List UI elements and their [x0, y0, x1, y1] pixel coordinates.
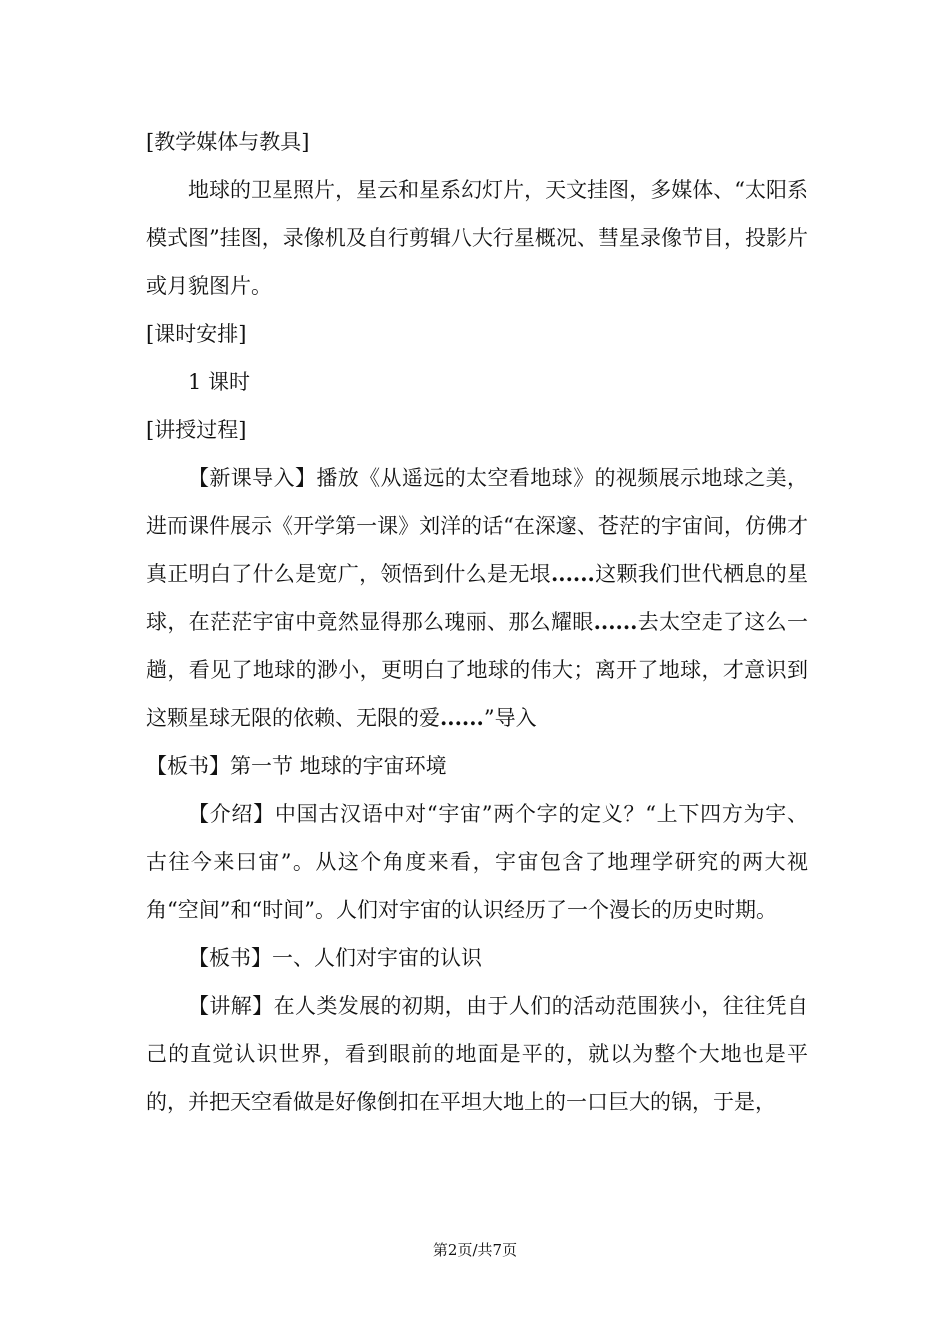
board-heading-2: 【板书】一、人们对宇宙的认识	[188, 946, 482, 970]
intro-ellipsis-3: ......	[440, 705, 484, 730]
intro-text-4: ”导入	[483, 706, 537, 730]
section-heading-process: [讲授过程]	[146, 418, 247, 442]
intro-ellipsis-1: ......	[550, 561, 595, 586]
explain-paragraph: 【讲解】在人类发展的初期，由于人们的活动范围狭小，往往凭自己的直觉认识世界，看到眼前的地面是平的，就以为整个大地也是平的，并把天空看做是好像倒扣在平坦大地上的一口巨大的锅，于是，	[146, 994, 808, 1114]
board-heading-1: 【板书】第一节 地球的宇宙环境	[146, 754, 447, 778]
introduce-paragraph: 【介绍】中国古汉语中对“宇宙”两个字的定义？“上下四方为宇、古往今来曰宙”。从这个角度来看，宇宙包含了地理学研究的两大视角“空间”和“时间”。人们对宇宙的认识经历了一个漫长的历史时期。	[146, 802, 808, 922]
section-heading-media: [教学媒体与教具]	[146, 130, 310, 154]
schedule-paragraph: 1 课时	[188, 370, 251, 394]
page-number-footer: 第2页/共7页	[432, 1241, 518, 1259]
intro-paragraph	[146, 454, 808, 742]
intro-text-3: 去太空走了这么一趟，看见了地球的渺小，更明白了地球的伟大；离开了地球，才意识到这颗星球无限的依赖、无限的爱	[146, 610, 809, 730]
intro-text-2: 这颗我们世代栖息的星球，在茫茫宇宙中竟然显得那么瑰丽、那么耀眼	[146, 562, 809, 634]
document-body	[146, 118, 808, 1126]
media-paragraph: 地球的卫星照片，星云和星系幻灯片，天文挂图，多媒体、“太阳系模式图”挂图，录像机及自行剪辑八大行星概况、彗星录像节目，投影片或月貌图片。	[146, 178, 808, 298]
intro-ellipsis-2: ......	[593, 609, 638, 634]
intro-text-1: 【新课导入】播放《从遥远的太空看地球》的视频展示地球之美，进而课件展示《开学第一课》刘洋的话“在深邃、苍茫的宇宙间，仿佛才真正明白了什么是宽广，领悟到什么是无垠	[146, 466, 808, 586]
section-heading-schedule: [课时安排]	[146, 322, 247, 346]
